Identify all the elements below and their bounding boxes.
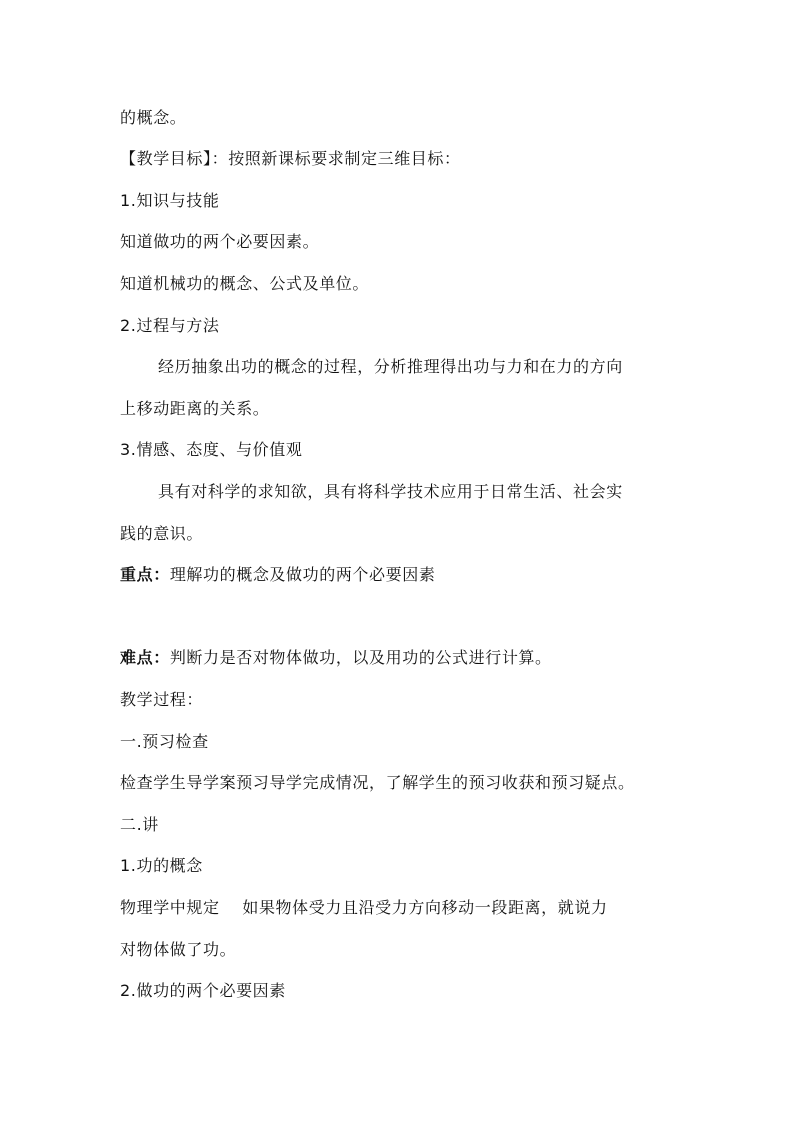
process-paragraph-line-1: 经历抽象出功的概念的过程，分析推理得出功与力和在力的方向 (158, 357, 623, 376)
concept-line-end: 的概念。 (120, 108, 187, 127)
difficult-point-text: 判断力是否对物体做功，以及用功的公式进行计算。 (169, 648, 552, 667)
process-paragraph-line-2: 上移动距离的关系。 (120, 399, 270, 418)
preview-check-heading: 一.预习检查 (120, 732, 209, 751)
difficult-point (120, 648, 552, 668)
key-point (120, 565, 435, 585)
difficult-point-label: 难点： (120, 648, 170, 667)
emotion-paragraph-line-2: 践的意识。 (120, 524, 204, 543)
lecture-heading: 二.讲 (120, 815, 159, 834)
key-point-label: 重点： (120, 565, 170, 584)
preview-check-text: 检查学生导学案预习导学完成情况，了解学生的预习收获和预习疑点。 (120, 773, 635, 792)
knowledge-skills-heading: 1.知识与技能 (120, 191, 220, 210)
work-concept-heading: 1.功的概念 (120, 856, 203, 875)
knowledge-item-2: 知道机械功的概念、公式及单位。 (120, 274, 370, 293)
knowledge-item-1: 知道做功的两个必要因素。 (120, 232, 320, 251)
teaching-goals: 【教学目标】：按照新课标要求制定三维目标： (120, 149, 461, 168)
key-point-text: 理解功的概念及做功的两个必要因素 (169, 565, 436, 584)
emotion-values-heading: 3.情感、态度、与价值观 (120, 440, 303, 459)
work-definition-line-1: 物理学中规定 如果物体受力且沿受力方向移动一段距离，就说力 (120, 898, 608, 917)
two-factors-heading: 2.做功的两个必要因素 (120, 981, 286, 1000)
emotion-paragraph-line-1: 具有对科学的求知欲，具有将科学技术应用于日常生活、社会实 (158, 482, 623, 501)
work-definition-line-2: 对物体做了功。 (120, 940, 237, 959)
process-method-heading: 2.过程与方法 (120, 316, 220, 335)
teaching-process-heading: 教学过程： (120, 690, 204, 709)
